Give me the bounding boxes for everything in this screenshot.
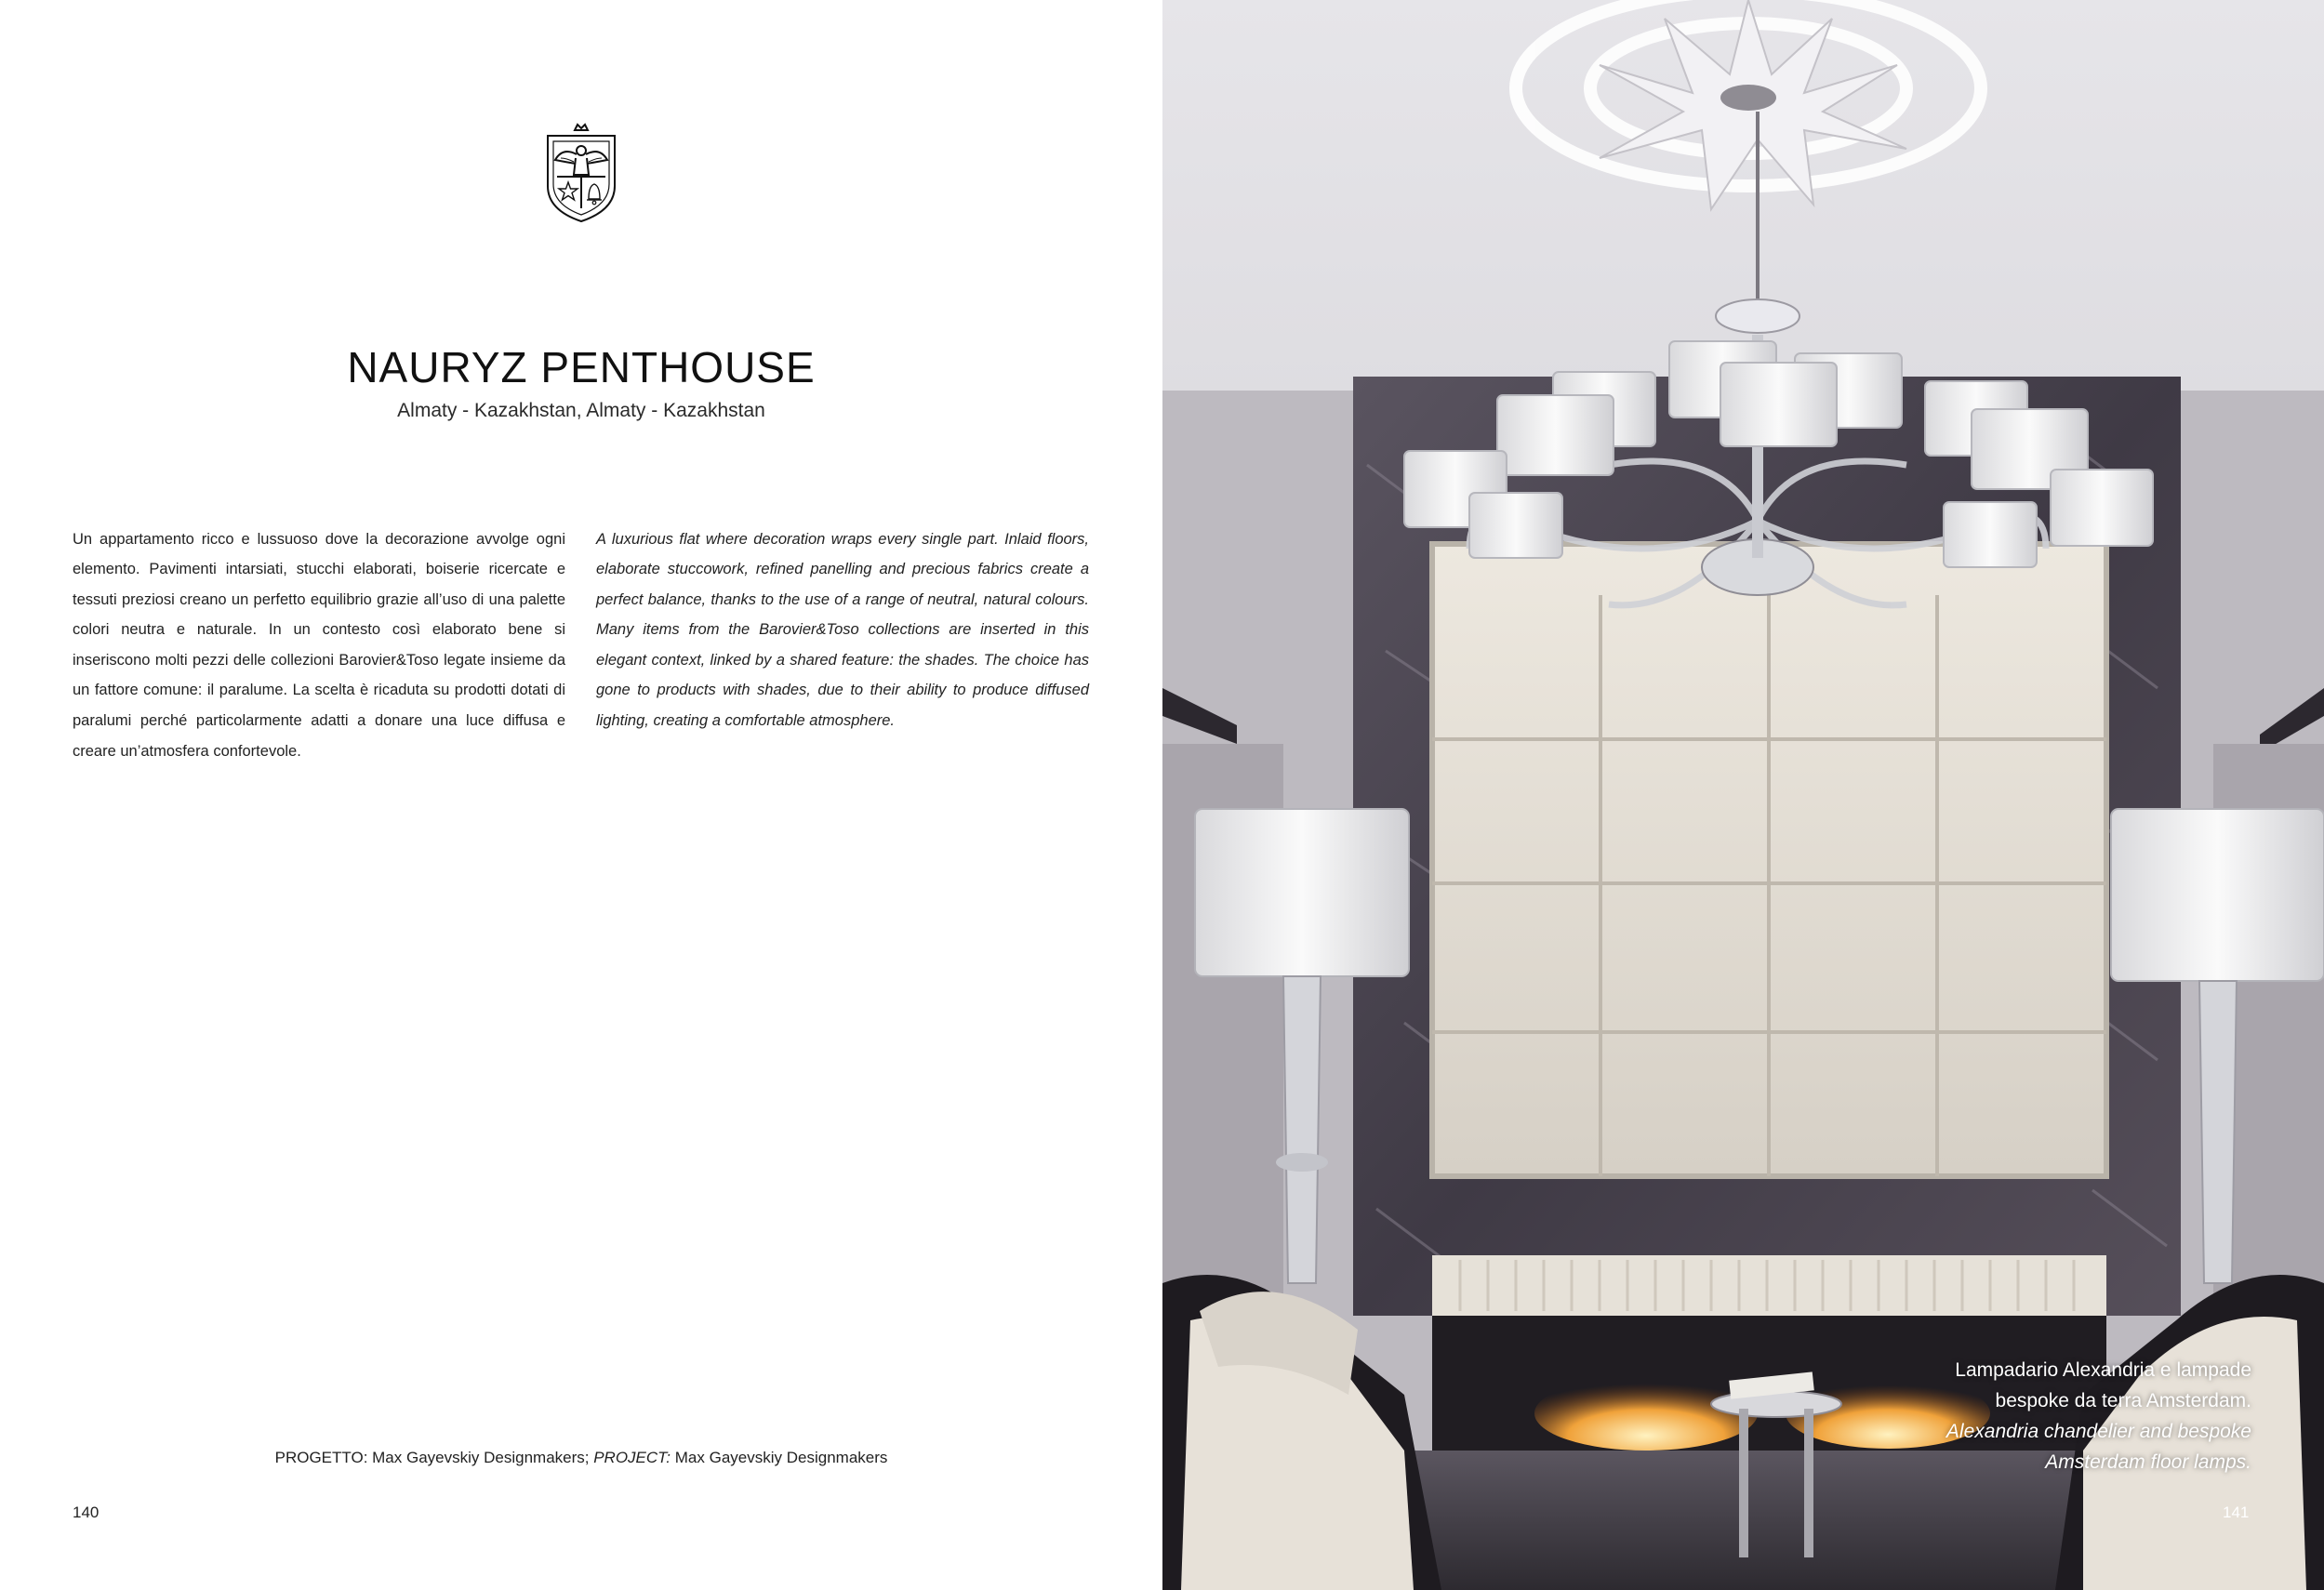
- caption-english-line-1: Alexandria chandelier and bespoke: [1946, 1421, 2251, 1442]
- caption-english-line-2: Amsterdam floor lamps.: [2045, 1451, 2251, 1473]
- right-page: [1162, 0, 2324, 1590]
- photo-caption: [1805, 1355, 2251, 1477]
- credits-english-label: PROJECT:: [593, 1449, 671, 1466]
- page-title: NAURYZ PENTHOUSE: [347, 343, 816, 391]
- caption-italian-line-2: bespoke da terra Amsterdam.: [1995, 1390, 2251, 1411]
- page-number-left: 140: [73, 1504, 100, 1521]
- page-number-right: 141: [2223, 1504, 2250, 1521]
- credits-english-value: Max Gayevskiy Designmakers: [674, 1449, 888, 1466]
- credits-italian: PROGETTO: Max Gayevskiy Designmakers;: [274, 1449, 590, 1466]
- project-credits: [0, 1449, 1162, 1467]
- page-subtitle: Almaty - Kazakhstan, Almaty - Kazakhstan: [397, 400, 765, 421]
- description-italian: Un appartamento ricco e lussuoso dove la decorazione avvolge ogni elemento. Pavimenti intarsiati, stucchi elaborati, boiserie ricercate e tessuti preziosi creano un perfetto equilibrio grazie all’uso di una palette colori neutra e naturale. In un contesto così elaborato bene si inseriscono molti pezzi delle collezioni Barovier&Toso legate insieme da un fattore comune: il paralume. La scelta è ricaduta su prodotti dotati di paralumi perché particolarmente adatti a donare una luce diffusa e creare un’atmosfera confortevole.: [73, 530, 565, 760]
- caption-italian-line-1: Lampadario Alexandria e lampade: [1955, 1359, 2251, 1381]
- interior-photo: [1162, 0, 2324, 1590]
- crest-logo-icon: [542, 121, 620, 225]
- description-english: A luxurious flat where decoration wraps every single part. Inlaid floors, elaborate stuccowork, refined panelling and precious fabrics create a perfect balance, thanks to the use of a range of neutral, natural colours. Many items from the Barovier&Toso collections are inserted in this elegant context, linked by a shared feature: the shades. The choice has gone to products with shades, due to their ability to produce diffused lighting, creating a comfortable atmosphere.: [596, 530, 1089, 730]
